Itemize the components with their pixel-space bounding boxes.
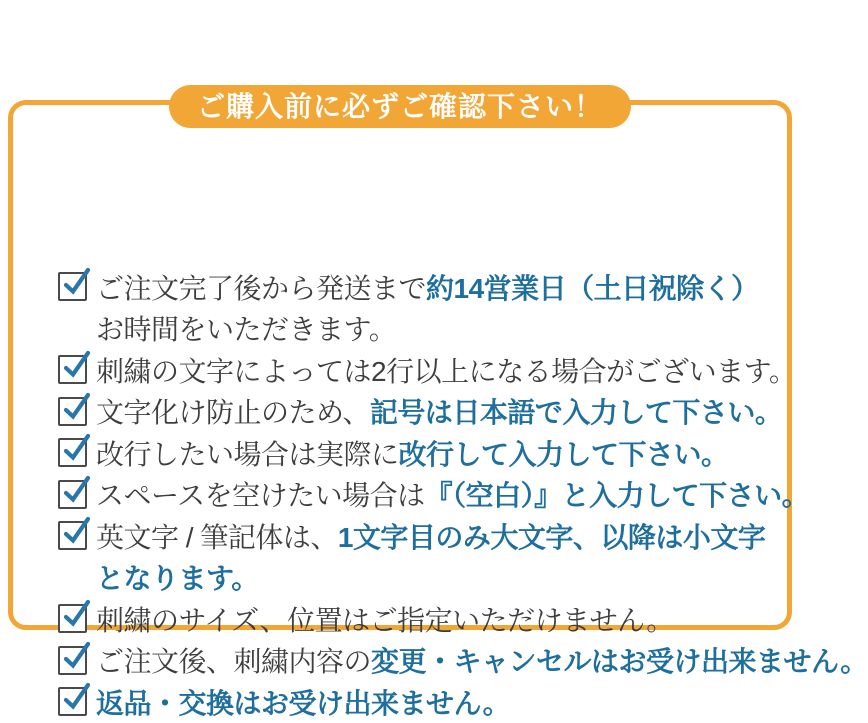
checklist-line bbox=[58, 640, 868, 682]
checklist-item bbox=[58, 266, 773, 349]
checklist-line-continuation bbox=[58, 557, 773, 599]
emphasis-text: 『（空白）』と入力して下さい。 bbox=[424, 480, 810, 512]
checked-checkbox-icon bbox=[58, 521, 87, 550]
plain-text: 改行したい場合は実際に bbox=[96, 438, 399, 470]
checklist-line bbox=[58, 391, 783, 433]
checklist-line bbox=[58, 266, 773, 308]
checklist-item bbox=[58, 681, 773, 723]
emphasis-text: 変更・キャンセルはお受け出来ません。 bbox=[371, 646, 868, 678]
checked-checkbox-icon bbox=[58, 646, 87, 675]
checked-checkbox-icon bbox=[58, 480, 87, 509]
checklist-line bbox=[58, 598, 773, 640]
notice-checklist bbox=[58, 266, 868, 723]
plain-text: お時間をいただきます。 bbox=[96, 314, 397, 346]
checked-checkbox-icon bbox=[58, 687, 87, 716]
checklist-item bbox=[58, 515, 773, 598]
checked-checkbox-icon bbox=[58, 272, 87, 301]
plain-text: ご注文完了後から発送まで bbox=[96, 272, 427, 304]
plain-text: 文字化け防止のため、 bbox=[96, 397, 370, 429]
plain-text: スペースを空けたい場合は bbox=[96, 480, 425, 512]
checked-checkbox-icon bbox=[58, 397, 87, 426]
checklist-item bbox=[58, 349, 797, 391]
checked-checkbox-icon bbox=[58, 438, 87, 467]
checked-checkbox-icon bbox=[58, 604, 87, 633]
checklist-item bbox=[58, 598, 773, 640]
checklist-item bbox=[58, 640, 868, 682]
notice-header-badge: ご購入前に必ずご確認下さい！ bbox=[169, 85, 631, 128]
plain-text: 刺繍の文字によっては2行以上になる場合がございます。 bbox=[96, 355, 797, 387]
checklist-line bbox=[58, 515, 773, 557]
emphasis-text: 約14営業日（土日祝除く） bbox=[426, 272, 759, 304]
plain-text: 英文字 / 筆記体は、 bbox=[96, 521, 338, 553]
checklist-item bbox=[58, 391, 783, 433]
emphasis-text: となります。 bbox=[96, 563, 259, 595]
plain-text: ご注文後、刺繍内容の bbox=[96, 646, 372, 678]
checklist-line bbox=[58, 432, 773, 474]
checklist-item bbox=[58, 474, 810, 516]
emphasis-text: 1文字目のみ大文字、以降は小文字 bbox=[337, 521, 766, 553]
emphasis-text: 記号は日本語で入力して下さい。 bbox=[369, 397, 783, 429]
checklist-line-continuation bbox=[58, 308, 773, 350]
emphasis-text: 改行して入力して下さい。 bbox=[398, 438, 729, 470]
notice-box bbox=[8, 100, 868, 719]
plain-text: 刺繍のサイズ、位置はご指定いただけません。 bbox=[96, 604, 674, 636]
checklist-line bbox=[58, 349, 797, 391]
checklist-line bbox=[58, 474, 810, 516]
checklist-item bbox=[58, 432, 773, 474]
emphasis-text: 返品・交換はお受け出来ません。 bbox=[96, 687, 511, 719]
checked-checkbox-icon bbox=[58, 355, 87, 384]
checklist-line bbox=[58, 681, 773, 723]
